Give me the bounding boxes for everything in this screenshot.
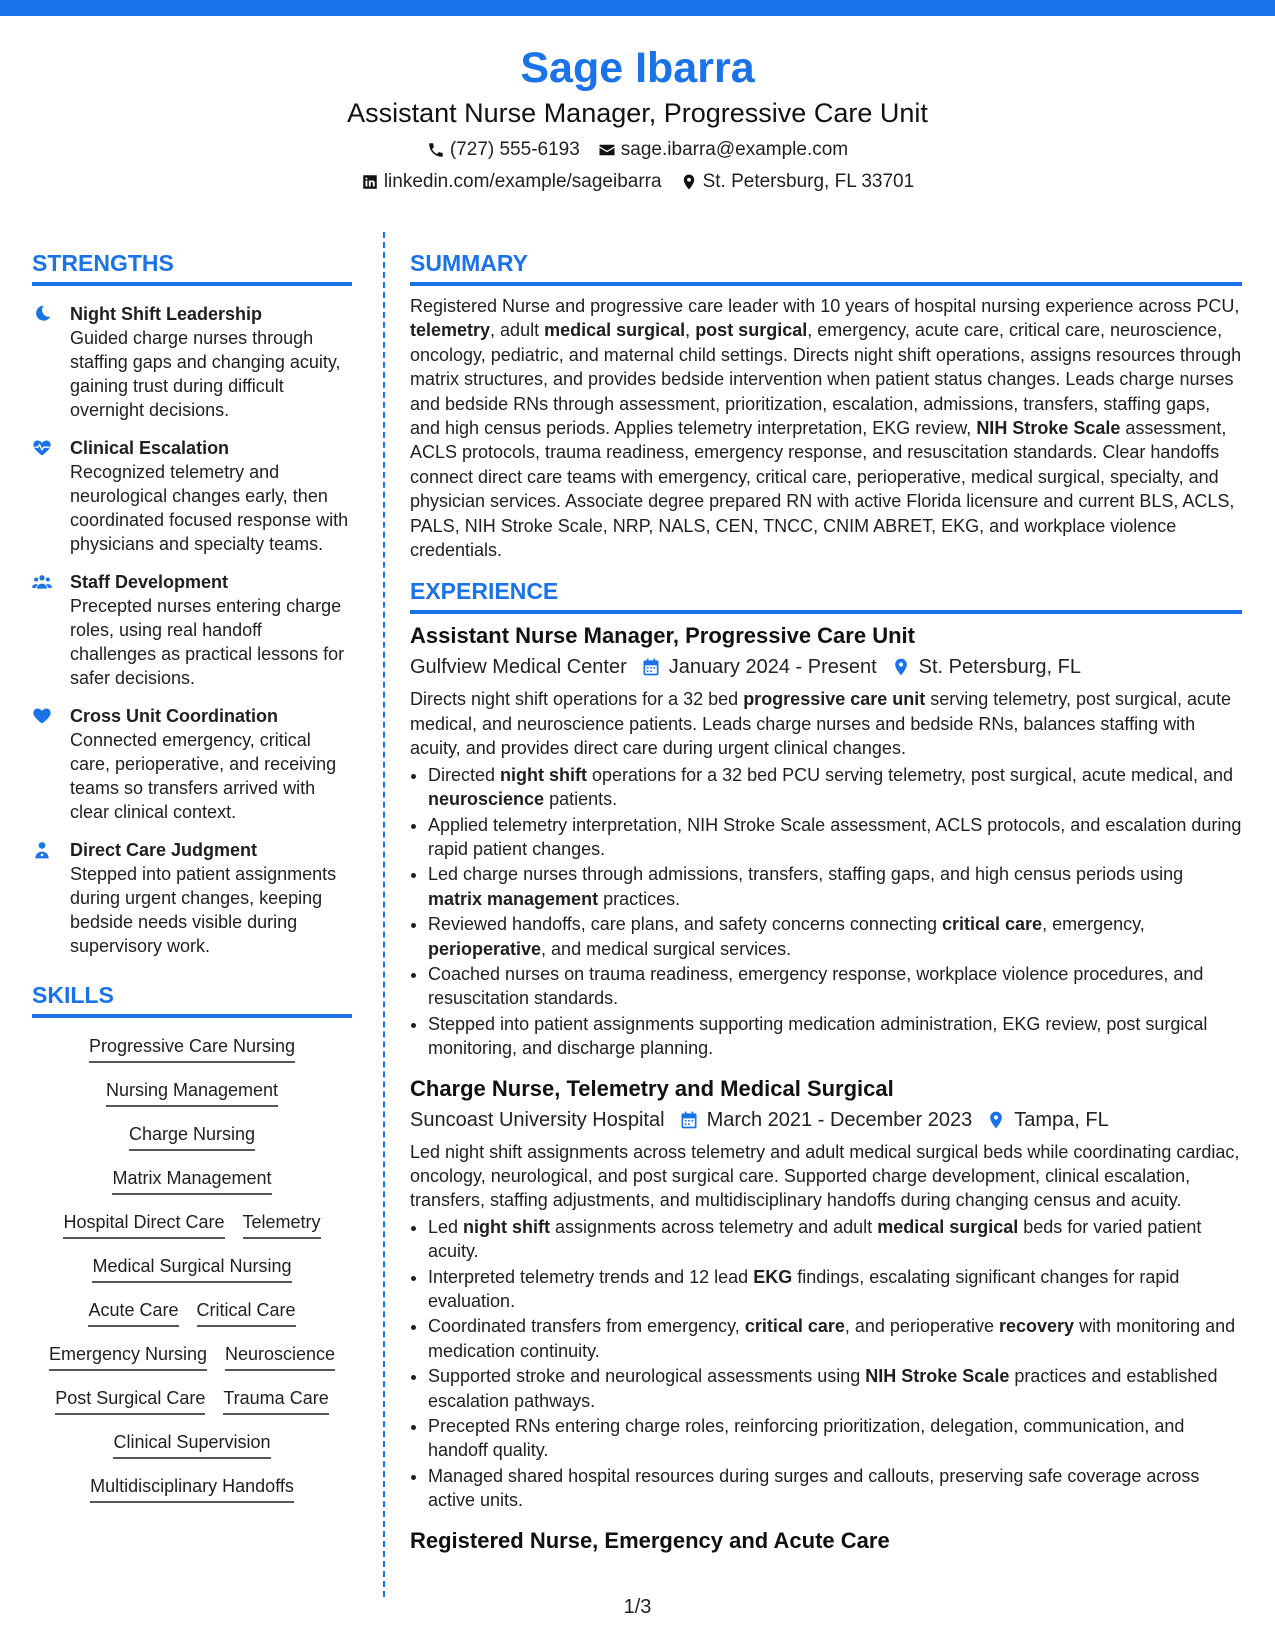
contact-row-2: [0, 170, 1275, 194]
role-bullets: [410, 1215, 1242, 1513]
strength-title: Clinical Escalation: [70, 438, 230, 458]
text-run: Coached nurses on trauma readiness, emergency response, workplace violence procedures, and resuscitation standards.: [428, 963, 1204, 1009]
map-pin-icon: [680, 173, 698, 191]
emphasis-text: progressive care unit: [743, 689, 926, 710]
left-column: [32, 248, 352, 1518]
text-run: Managed shared hospital resources during surges and callouts, preserving safe coverage across active units.: [428, 1465, 1200, 1511]
role-description: [410, 687, 1242, 760]
text-run: practices.: [598, 888, 681, 909]
experience-role: [410, 622, 1242, 1060]
emphasis-text: recovery: [999, 1316, 1075, 1337]
emphasis-text: perioperative: [428, 938, 542, 959]
skills-heading: SKILLS: [32, 980, 352, 1018]
calendar-icon: [679, 1110, 699, 1130]
skill-row: [32, 1386, 352, 1415]
location-contact: [680, 170, 915, 194]
phone-contact[interactable]: [427, 138, 580, 162]
bullet-item: [428, 962, 1242, 1011]
emphasis-text: medical surgical: [877, 1216, 1019, 1237]
text-run: patients.: [544, 789, 618, 810]
emphasis-text: night shift: [500, 764, 588, 785]
skill-tag: Clinical Supervision: [113, 1430, 270, 1459]
map-pin-icon: [891, 657, 911, 677]
emphasis-text: critical care: [941, 914, 1043, 935]
strength-title: Cross Unit Coordination: [70, 706, 278, 726]
text-run: beds for varied patient acuity.: [428, 1216, 1202, 1262]
text-run: , adult: [490, 320, 545, 341]
emphasis-text: EKG: [753, 1266, 793, 1287]
skill-row: [32, 1166, 352, 1195]
users-icon: [32, 572, 52, 592]
skill-tag: Acute Care: [88, 1298, 178, 1327]
resume-header: [0, 40, 1275, 194]
skill-tag: Progressive Care Nursing: [89, 1034, 295, 1063]
skill-row: [32, 1034, 352, 1063]
email-text: sage.ibarra@example.com: [620, 139, 849, 160]
strength-title: Staff Development: [70, 572, 229, 592]
experience-role: [410, 1075, 1242, 1513]
phone-text: (727) 555-6193: [449, 139, 580, 160]
strength-item: [32, 436, 352, 556]
text-run: assessment, ACLS protocols, trauma readiness, emergency response, and resuscitation standards. Clear handoffs connect direct care teams with emergency, critical care, perioperative, medical surgical, specialty, and physician services. Associate degree prepared RN with active Florida licensure and current BLS, ACLS, PALS, NIH Stroke Scale, NRP, NALS, CEN, TNCC, CNIM ABRET, EKG, and workplace violence credentials.: [410, 418, 1235, 561]
strength-body: [70, 302, 352, 422]
text-run: Led charge nurses through admissions, transfers, staffing gaps, and high census periods using: [428, 864, 1184, 885]
column-divider: [383, 232, 385, 1597]
skill-tag: Matrix Management: [112, 1166, 271, 1195]
skill-row: [32, 1298, 352, 1327]
skill-row: [32, 1254, 352, 1283]
candidate-name: Sage Ibarra: [520, 44, 755, 92]
skill-tag: Telemetry: [243, 1210, 321, 1239]
role-title: Registered Nurse, Emergency and Acute Care: [410, 1527, 890, 1553]
skill-tag: Post Surgical Care: [55, 1386, 205, 1415]
strength-desc: Stepped into patient assignments during urgent changes, keeping bedside needs visible during supervisory work.: [70, 864, 337, 956]
strength-body: [70, 838, 352, 958]
skill-tag: Medical Surgical Nursing: [92, 1254, 291, 1283]
right-column: [410, 248, 1242, 1555]
summary-text: [410, 294, 1242, 562]
text-run: assignments across telemetry and adult: [550, 1216, 878, 1237]
emphasis-text: medical surgical: [544, 320, 686, 341]
candidate-title: Assistant Nurse Manager, Progressive Care Unit: [347, 98, 928, 128]
bullet-item: [428, 763, 1242, 812]
role-meta: [410, 653, 1242, 681]
text-run: Led: [428, 1216, 464, 1237]
text-run: Reviewed handoffs, care plans, and safety concerns connecting: [428, 914, 942, 935]
nurse-icon: [32, 840, 52, 860]
strength-item: [32, 570, 352, 690]
bullet-item: [428, 1464, 1242, 1513]
bullet-item: [428, 1265, 1242, 1314]
bullet-item: [428, 1364, 1242, 1413]
text-run: operations for a 32 bed PCU serving telemetry, post surgical, acute medical, and: [587, 764, 1234, 785]
heartbeat-icon: [32, 438, 52, 458]
envelope-icon: [598, 141, 616, 159]
emphasis-text: matrix management: [428, 888, 599, 909]
email-contact[interactable]: [598, 138, 848, 162]
strength-title: Night Shift Leadership: [70, 304, 263, 324]
strength-title: Direct Care Judgment: [70, 840, 258, 860]
skill-row: [32, 1342, 352, 1371]
map-pin-icon: [986, 1110, 1006, 1130]
skill-tag: Neuroscience: [225, 1342, 335, 1371]
top-accent-bar: [0, 0, 1275, 16]
linkedin-icon: [361, 173, 379, 191]
strength-item: [32, 838, 352, 958]
moon-icon: [32, 302, 58, 422]
text-run: Led night shift assignments across telemetry and adult medical surgical beds while coordinating cardiac, oncology, neurological, and post surgical care. Supported charge development, clinical escalation, transfers, staffing adjustments, and multidisciplinary handoffs during changing census and acuity.: [410, 1141, 1240, 1211]
summary-heading: SUMMARY: [410, 248, 1242, 286]
skill-tag: Emergency Nursing: [49, 1342, 207, 1371]
text-run: practices and established escalation pathways.: [428, 1366, 1218, 1411]
text-run: , and medical surgical services.: [541, 938, 792, 959]
text-run: with monitoring and medication continuity.: [428, 1316, 1236, 1361]
text-run: , emergency, acute care, critical care, neuroscience, oncology, pediatric, and maternal child settings. Directs night shift operations, assigns resources through matrix structures, and provides bedside intervention when patient status changes. Leads charge nurses and bedside RNs through assessment, prioritization, escalation, admissions, transfers, staffing gaps, and high census periods. Applies telemetry interpretation, EKG review,: [410, 320, 1242, 439]
role-dates: March 2021 - December 2023: [706, 1108, 973, 1131]
skill-tag: Critical Care: [197, 1298, 296, 1327]
location-text: St. Petersburg, FL 33701: [702, 171, 915, 192]
role-dates: January 2024 - Present: [668, 656, 877, 679]
skill-row: [32, 1474, 352, 1503]
strength-desc: Precepted nurses entering charge roles, using real handoff challenges as practical lessons for safer decisions.: [70, 596, 345, 688]
strength-desc: Connected emergency, critical care, perioperative, and receiving teams so transfers arrived with clear clinical context.: [70, 730, 337, 822]
role-bullets: [410, 763, 1242, 1061]
linkedin-text: linkedin.com/example/sageibarra: [383, 171, 662, 192]
phone-icon: [427, 141, 445, 159]
skill-row: [32, 1430, 352, 1459]
text-run: Directs night shift operations for a 32 bed: [410, 689, 744, 710]
role-meta: [410, 1106, 1242, 1134]
role-description: [410, 1140, 1242, 1213]
emphasis-text: post surgical: [695, 320, 808, 341]
role-title: Assistant Nurse Manager, Progressive Care Unit: [410, 623, 915, 649]
role-location: St. Petersburg, FL: [918, 656, 1081, 679]
strength-desc: Guided charge nurses through staffing gaps and changing acuity, gaining trust during difficult overnight decisions.: [70, 328, 341, 420]
text-run: , and perioperative: [844, 1316, 999, 1337]
text-run: Registered Nurse and progressive care leader with 10 years of hospital nursing experience across PCU,: [410, 296, 1240, 316]
emphasis-text: night shift: [463, 1216, 551, 1237]
calendar-icon: [679, 1110, 699, 1130]
text-run: Coordinated transfers from emergency,: [428, 1316, 745, 1337]
text-run: , emergency,: [1042, 914, 1145, 935]
strength-body: [70, 436, 352, 556]
users-icon: [32, 570, 58, 690]
skill-tag: Trauma Care: [223, 1386, 328, 1415]
bullet-item: [428, 1414, 1242, 1463]
contact-row-1: [0, 138, 1275, 162]
moon-icon: [32, 304, 52, 324]
heart-icon: [32, 704, 58, 824]
bullet-item: [428, 1012, 1242, 1061]
strengths-list: [32, 302, 352, 958]
strength-item: [32, 704, 352, 824]
emphasis-text: neuroscience: [428, 789, 545, 810]
skill-tag: Multidisciplinary Handoffs: [90, 1474, 294, 1503]
skill-tag: Nursing Management: [106, 1078, 278, 1107]
text-run: Applied telemetry interpretation, NIH Stroke Scale assessment, ACLS protocols, and escalation during rapid patient changes.: [428, 814, 1242, 859]
experience-heading: EXPERIENCE: [410, 576, 1242, 614]
bullet-item: [428, 1215, 1242, 1264]
strength-item: [32, 302, 352, 422]
bullet-item: [428, 862, 1242, 911]
strength-body: [70, 704, 352, 824]
bullet-item: [428, 1314, 1242, 1363]
employer: Suncoast University Hospital: [410, 1108, 665, 1131]
skill-row: [32, 1078, 352, 1107]
text-run: Stepped into patient assignments supporting medication administration, EKG review, post surgical monitoring, and discharge planning.: [428, 1013, 1208, 1059]
calendar-icon: [641, 657, 661, 677]
skill-tag: Charge Nursing: [129, 1122, 255, 1151]
role-location: Tampa, FL: [1014, 1108, 1109, 1131]
skill-row: [32, 1210, 352, 1239]
heartbeat-icon: [32, 436, 58, 556]
text-run: Interpreted telemetry trends and 12 lead: [428, 1266, 754, 1287]
emphasis-text: critical care: [744, 1316, 845, 1337]
strengths-heading: STRENGTHS: [32, 248, 352, 286]
text-run: findings, escalating significant changes for rapid evaluation.: [428, 1266, 1180, 1311]
strength-desc: Recognized telemetry and neurological changes early, then coordinated focused response with physicians and specialty teams.: [70, 462, 349, 554]
skill-tag: Hospital Direct Care: [63, 1210, 224, 1239]
bullet-item: [428, 912, 1242, 961]
map-pin-icon: [986, 1110, 1006, 1130]
calendar-icon: [641, 657, 661, 677]
experience-role: [410, 1527, 1242, 1555]
strength-body: [70, 570, 352, 690]
experience-list: [410, 622, 1242, 1554]
emphasis-text: NIH Stroke Scale: [976, 418, 1121, 439]
page-number: 1/3: [623, 1596, 652, 1618]
nurse-icon: [32, 838, 58, 958]
heart-icon: [32, 706, 52, 726]
role-title: Charge Nurse, Telemetry and Medical Surgical: [410, 1075, 894, 1101]
text-run: Directed: [428, 764, 501, 785]
bullet-item: [428, 813, 1242, 862]
employer: Gulfview Medical Center: [410, 656, 627, 679]
emphasis-text: NIH Stroke Scale: [865, 1366, 1010, 1387]
text-run: ,: [685, 320, 696, 341]
emphasis-text: telemetry: [410, 320, 491, 341]
linkedin-contact[interactable]: [361, 170, 662, 194]
skills-list: [32, 1034, 352, 1503]
map-pin-icon: [891, 657, 911, 677]
text-run: Supported stroke and neurological assessments using: [428, 1366, 866, 1387]
skill-row: [32, 1122, 352, 1151]
text-run: serving telemetry, post surgical, acute medical, and neuroscience patients. Leads charge nurses and bedside RNs, balances staffing with acuity, and provides direct care during urgent clinical changes.: [410, 689, 1232, 759]
text-run: Precepted RNs entering charge roles, reinforcing prioritization, delegation, communication, and handoff quality.: [428, 1416, 1185, 1461]
